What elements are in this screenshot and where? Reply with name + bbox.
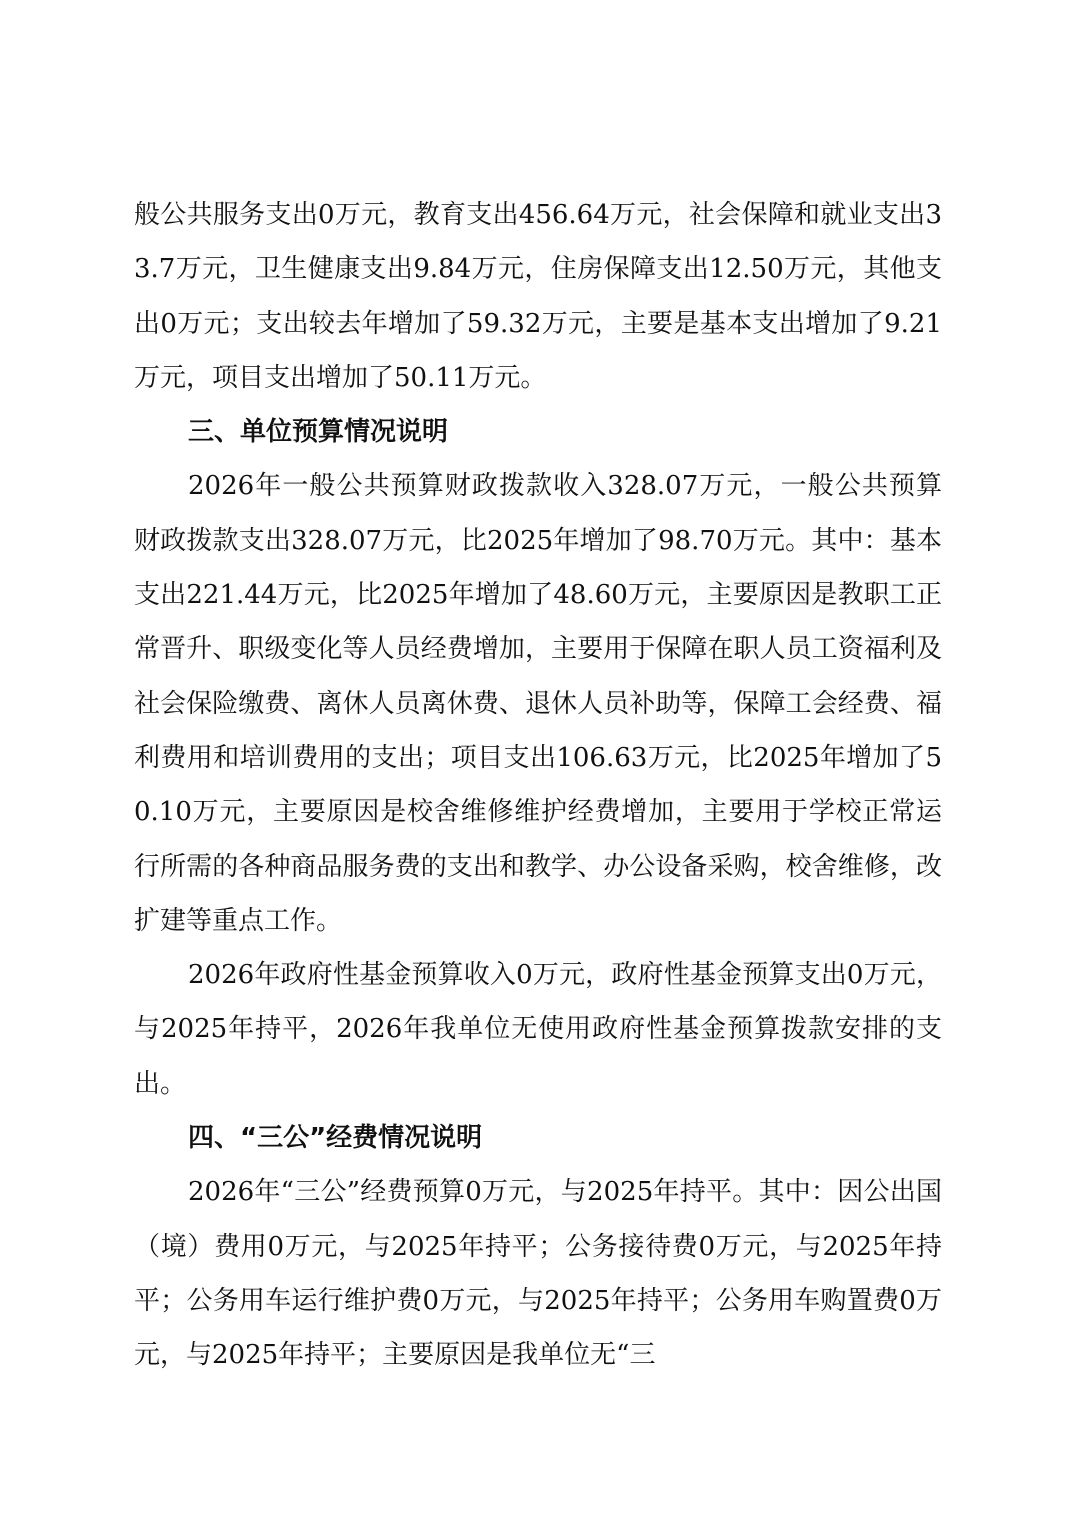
paragraph-general-budget: 2026年一般公共预算财政拨款收入328.07万元，一般公共预算财政拨款支出328.07万元，比2025年增加了98.70万元。其中：基本支出221.44万元，比2025年增加了48.60万元，主要原因是教职工正常晋升、职级变化等人员经费增加，主要用于保障在职人员工资福利及社会保险缴费、离休人员离休费、退休人员补助等，保障工会经费、福利费用和培训费用的支出；项目支出106.63万元，比2025年增加了50.10万元，主要原因是校舍维修维护经费增加，主要用于学校正常运行所需的各种商品服务费的支出和教学、办公设备采购，校舍维修，改扩建等重点工作。 bbox=[134, 471, 942, 936]
paragraph-three-public-expenses: 2026年“三公”经费预算0万元，与2025年持平。其中：因公出国（境）费用0万元，与2025年持平；公务接待费0万元，与2025年持平；公务用车运行维护费0万元，与2025年持平；公务用车购置费0万元，与2025年持平；主要原因是我单位无“三 bbox=[134, 1177, 942, 1371]
section-heading-three-public-expenses: 四、“三公”经费情况说明 bbox=[188, 1123, 483, 1154]
section-heading-unit-budget: 三、单位预算情况说明 bbox=[188, 417, 449, 448]
paragraph-government-fund: 2026年政府性基金预算收入0万元，政府性基金预算支出0万元，与2025年持平，2026年我单位无使用政府性基金预算拨款安排的支出。 bbox=[134, 960, 942, 1099]
paragraph-expenditure-breakdown: 般公共服务支出0万元，教育支出456.64万元，社会保障和就业支出33.7万元，卫生健康支出9.84万元，住房保障支出12.50万元，其他支出0万元；支出较去年增加了59.32万元，主要是基本支出增加了9.21万元，项目支出增加了50.11万元。 bbox=[134, 200, 942, 393]
document-body bbox=[134, 188, 942, 1383]
